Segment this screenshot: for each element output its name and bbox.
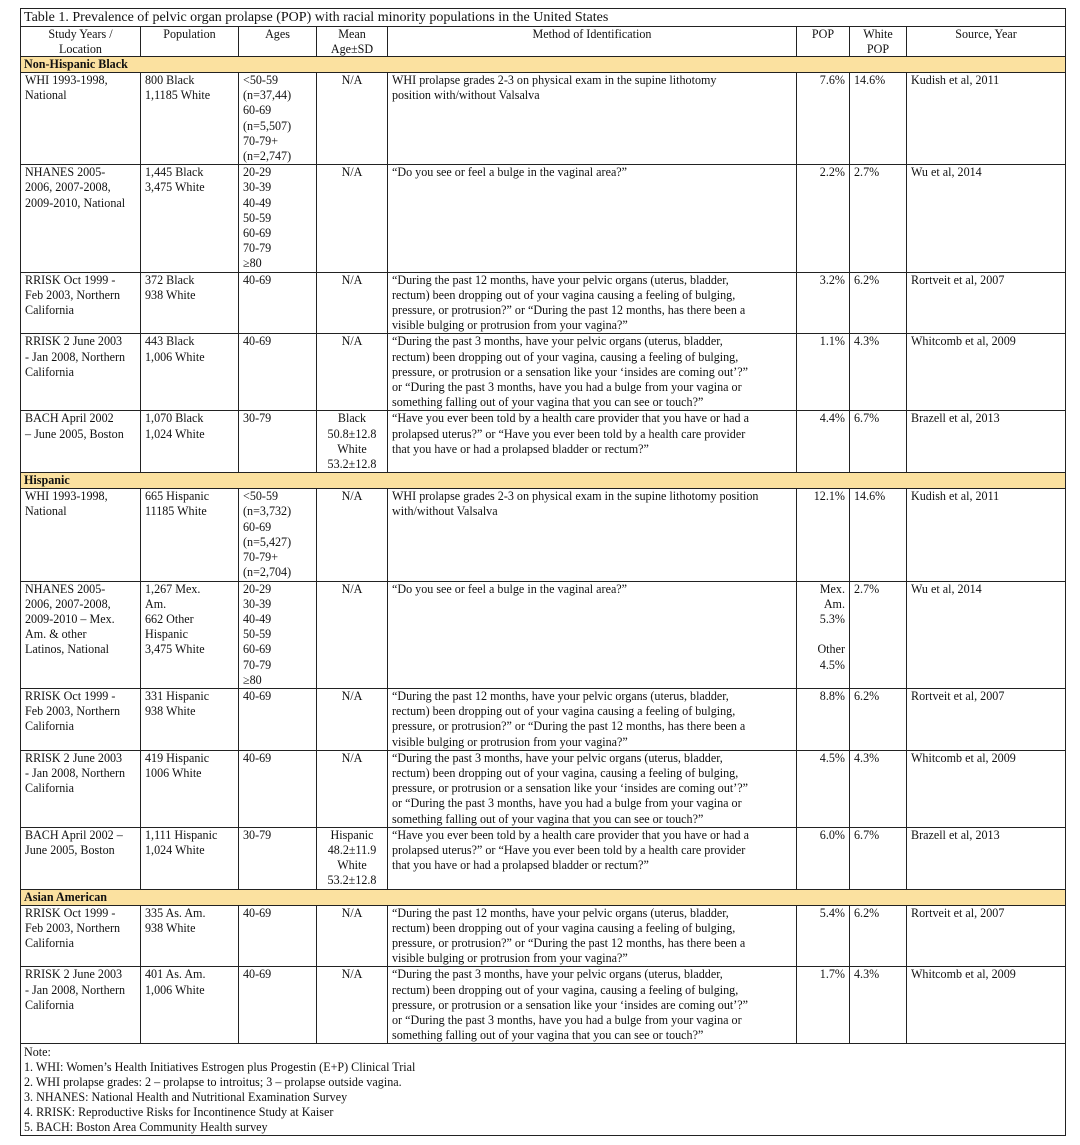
- mean-age-cell: N/A: [317, 688, 388, 750]
- pop-cell: 1.7%: [797, 967, 850, 1044]
- white-pop-cell: 4.3%: [850, 967, 907, 1044]
- study-cell: RRISK Oct 1999 - Feb 2003, Northern California: [21, 272, 141, 334]
- section-heading: Hispanic: [21, 473, 1066, 489]
- table-row: [21, 73, 1066, 165]
- table-title: Table 1. Prevalence of pelvic organ prolapse (POP) with racial minority populations in the United States: [21, 9, 1066, 27]
- population-cell: 1,111 Hispanic 1,024 White: [141, 827, 239, 889]
- population-cell: 800 Black 1,1185 White: [141, 73, 239, 165]
- table-row: [21, 905, 1066, 967]
- ages-cell: <50-59 (n=3,732) 60-69 (n=5,427) 70-79+ (n=2,704): [239, 489, 317, 581]
- table-row: [21, 334, 1066, 411]
- study-cell: RRISK 2 June 2003 - Jan 2008, Northern California: [21, 334, 141, 411]
- header-study: Study Years / Location: [21, 27, 141, 57]
- pop-cell: 4.4%: [797, 411, 850, 473]
- study-cell: NHANES 2005- 2006, 2007-2008, 2009-2010 – Mex. Am. & other Latinos, National: [21, 581, 141, 688]
- header-white-pop: White POP: [850, 27, 907, 57]
- source-cell: Whitcomb et al, 2009: [907, 334, 1066, 411]
- section-row: [21, 473, 1066, 489]
- header-population: Population: [141, 27, 239, 57]
- table-row: [21, 750, 1066, 827]
- mean-age-cell: N/A: [317, 967, 388, 1044]
- source-cell: Whitcomb et al, 2009: [907, 967, 1066, 1044]
- ages-cell: 20-29 30-39 40-49 50-59 60-69 70-79 ≥80: [239, 581, 317, 688]
- study-cell: WHI 1993-1998, National: [21, 73, 141, 165]
- population-cell: 1,267 Mex. Am. 662 Other Hispanic 3,475 White: [141, 581, 239, 688]
- method-cell: WHI prolapse grades 2-3 on physical exam in the supine lithotomy position with/without Valsalva: [388, 73, 797, 165]
- method-cell: “During the past 12 months, have your pelvic organs (uterus, bladder, rectum) been dropping out of your vagina causing a feeling of bulging, pressure, or protrusion?” or “During the past 12 months, has there been a visible bulging or protrusion from your vagina?”: [388, 688, 797, 750]
- pop-cell: 6.0%: [797, 827, 850, 889]
- study-cell: RRISK 2 June 2003 - Jan 2008, Northern California: [21, 750, 141, 827]
- section-heading: Asian American: [21, 889, 1066, 905]
- mean-age-cell: Hispanic 48.2±11.9 White 53.2±12.8: [317, 827, 388, 889]
- method-cell: “During the past 3 months, have your pelvic organs (uterus, bladder, rectum) been dropping out of your vagina, causing a feeling of bulging, pressure, or protrusion or a sensation like your ‘insides are coming out’?” or “During the past 3 months, have you had a bulge from your vagina or something falling out of your vagina that you can see or touch?”: [388, 967, 797, 1044]
- source-cell: Rortveit et al, 2007: [907, 905, 1066, 967]
- mean-age-cell: N/A: [317, 489, 388, 581]
- method-cell: “Have you ever been told by a health care provider that you have or had a prolapsed uterus?” or “Have you ever been told by a health care provider that you have or had a prolapsed bladder or rectum?”: [388, 827, 797, 889]
- table-row: [21, 411, 1066, 473]
- pop-cell: 3.2%: [797, 272, 850, 334]
- white-pop-cell: 6.2%: [850, 688, 907, 750]
- white-pop-cell: 14.6%: [850, 73, 907, 165]
- table-body: [21, 57, 1066, 1044]
- study-cell: BACH April 2002 – June 2005, Boston: [21, 411, 141, 473]
- note-item: 3. NHANES: National Health and Nutritional Examination Survey: [24, 1090, 348, 1105]
- table-row: [21, 165, 1066, 272]
- ages-cell: 40-69: [239, 967, 317, 1044]
- pop-cell: 2.2%: [797, 165, 850, 272]
- white-pop-cell: 6.7%: [850, 827, 907, 889]
- table-row: [21, 827, 1066, 889]
- note-item: 5. BACH: Boston Area Community Health survey: [24, 1120, 268, 1135]
- ages-cell: 30-79: [239, 827, 317, 889]
- mean-age-cell: N/A: [317, 73, 388, 165]
- table-row: [21, 581, 1066, 688]
- mean-age-cell: Black 50.8±12.8 White 53.2±12.8: [317, 411, 388, 473]
- header-method: Method of Identification: [388, 27, 797, 57]
- population-cell: 401 As. Am. 1,006 White: [141, 967, 239, 1044]
- notes-cell: [21, 1044, 1066, 1136]
- table-container: [20, 8, 1065, 1136]
- pop-cell: Mex. Am. 5.3% Other 4.5%: [797, 581, 850, 688]
- study-cell: RRISK 2 June 2003 - Jan 2008, Northern California: [21, 967, 141, 1044]
- source-cell: Whitcomb et al, 2009: [907, 750, 1066, 827]
- source-cell: Kudish et al, 2011: [907, 489, 1066, 581]
- method-cell: “During the past 3 months, have your pelvic organs (uterus, bladder, rectum) been dropping out of your vagina, causing a feeling of bulging, pressure, or protrusion or a sensation like your ‘insides are coming out’?” or “During the past 3 months, have you had a bulge from your vagina or something falling out of your vagina that you can see or touch?”: [388, 334, 797, 411]
- white-pop-cell: 2.7%: [850, 581, 907, 688]
- mean-age-cell: N/A: [317, 165, 388, 272]
- section-row: [21, 57, 1066, 73]
- mean-age-cell: N/A: [317, 905, 388, 967]
- ages-cell: 40-69: [239, 905, 317, 967]
- ages-cell: 40-69: [239, 688, 317, 750]
- method-cell: “During the past 12 months, have your pelvic organs (uterus, bladder, rectum) been dropping out of your vagina causing a feeling of bulging, pressure, or protrusion?” or “During the past 12 months, has there been a visible bulging or protrusion from your vagina?”: [388, 272, 797, 334]
- table-row: [21, 688, 1066, 750]
- source-cell: Wu et al, 2014: [907, 581, 1066, 688]
- note-item: 4. RRISK: Reproductive Risks for Incontinence Study at Kaiser: [24, 1105, 334, 1120]
- population-cell: 331 Hispanic 938 White: [141, 688, 239, 750]
- study-cell: RRISK Oct 1999 - Feb 2003, Northern California: [21, 905, 141, 967]
- source-cell: Brazell et al, 2013: [907, 411, 1066, 473]
- notes-block: [21, 1044, 1066, 1136]
- method-cell: WHI prolapse grades 2-3 on physical exam in the supine lithotomy position with/without Valsalva: [388, 489, 797, 581]
- population-cell: 335 As. Am. 938 White: [141, 905, 239, 967]
- white-pop-cell: 4.3%: [850, 750, 907, 827]
- study-cell: NHANES 2005- 2006, 2007-2008, 2009-2010, National: [21, 165, 141, 272]
- method-cell: “Do you see or feel a bulge in the vaginal area?”: [388, 165, 797, 272]
- note-item: 2. WHI prolapse grades: 2 – prolapse to introitus; 3 – prolapse outside vagina.: [24, 1075, 402, 1090]
- white-pop-cell: 6.2%: [850, 905, 907, 967]
- mean-age-cell: N/A: [317, 334, 388, 411]
- mean-age-cell: N/A: [317, 750, 388, 827]
- population-cell: 443 Black 1,006 White: [141, 334, 239, 411]
- source-cell: Brazell et al, 2013: [907, 827, 1066, 889]
- section-row: [21, 889, 1066, 905]
- note-item: 1. WHI: Women’s Health Initiatives Estrogen plus Progestin (E+P) Clinical Trial: [24, 1060, 416, 1075]
- ages-cell: 40-69: [239, 272, 317, 334]
- pop-cell: 8.8%: [797, 688, 850, 750]
- method-cell: “Have you ever been told by a health care provider that you have or had a prolapsed uterus?” or “Have you ever been told by a health care provider that you have or had a prolapsed bladder or rectum?”: [388, 411, 797, 473]
- pop-cell: 7.6%: [797, 73, 850, 165]
- method-cell: “During the past 12 months, have your pelvic organs (uterus, bladder, rectum) been dropping out of your vagina causing a feeling of bulging, pressure, or protrusion?” or “During the past 12 months, has there been a visible bulging or protrusion from your vagina?”: [388, 905, 797, 967]
- ages-cell: 40-69: [239, 334, 317, 411]
- header-ages: Ages: [239, 27, 317, 57]
- header-mean-age: Mean Age±SD: [317, 27, 388, 57]
- source-cell: Wu et al, 2014: [907, 165, 1066, 272]
- notes-heading: Note:: [24, 1045, 51, 1060]
- population-cell: 665 Hispanic 11185 White: [141, 489, 239, 581]
- study-cell: WHI 1993-1998, National: [21, 489, 141, 581]
- table-row: [21, 489, 1066, 581]
- mean-age-cell: N/A: [317, 272, 388, 334]
- pop-cell: 1.1%: [797, 334, 850, 411]
- prevalence-table: [20, 8, 1066, 1136]
- pop-cell: 12.1%: [797, 489, 850, 581]
- source-cell: Kudish et al, 2011: [907, 73, 1066, 165]
- header-source: Source, Year: [907, 27, 1066, 57]
- white-pop-cell: 14.6%: [850, 489, 907, 581]
- source-cell: Rortveit et al, 2007: [907, 272, 1066, 334]
- table-row: [21, 272, 1066, 334]
- method-cell: “During the past 3 months, have your pelvic organs (uterus, bladder, rectum) been dropping out of your vagina, causing a feeling of bulging, pressure, or protrusion or a sensation like your ‘insides are coming out’?” or “During the past 3 months, have you had a bulge from your vagina or something falling out of your vagina that you can see or touch?”: [388, 750, 797, 827]
- header-pop: POP: [797, 27, 850, 57]
- ages-cell: 20-29 30-39 40-49 50-59 60-69 70-79 ≥80: [239, 165, 317, 272]
- population-cell: 1,070 Black 1,024 White: [141, 411, 239, 473]
- pop-cell: 4.5%: [797, 750, 850, 827]
- table-row: [21, 967, 1066, 1044]
- method-cell: “Do you see or feel a bulge in the vaginal area?”: [388, 581, 797, 688]
- population-cell: 1,445 Black 3,475 White: [141, 165, 239, 272]
- pop-cell: 5.4%: [797, 905, 850, 967]
- ages-cell: 30-79: [239, 411, 317, 473]
- white-pop-cell: 4.3%: [850, 334, 907, 411]
- source-cell: Rortveit et al, 2007: [907, 688, 1066, 750]
- section-heading: Non-Hispanic Black: [21, 57, 1066, 73]
- white-pop-cell: 6.2%: [850, 272, 907, 334]
- mean-age-cell: N/A: [317, 581, 388, 688]
- study-cell: RRISK Oct 1999 - Feb 2003, Northern California: [21, 688, 141, 750]
- ages-cell: <50-59 (n=37,44) 60-69 (n=5,507) 70-79+ (n=2,747): [239, 73, 317, 165]
- white-pop-cell: 6.7%: [850, 411, 907, 473]
- study-cell: BACH April 2002 – June 2005, Boston: [21, 827, 141, 889]
- white-pop-cell: 2.7%: [850, 165, 907, 272]
- header-row: [21, 27, 1066, 57]
- population-cell: 372 Black 938 White: [141, 272, 239, 334]
- population-cell: 419 Hispanic 1006 White: [141, 750, 239, 827]
- ages-cell: 40-69: [239, 750, 317, 827]
